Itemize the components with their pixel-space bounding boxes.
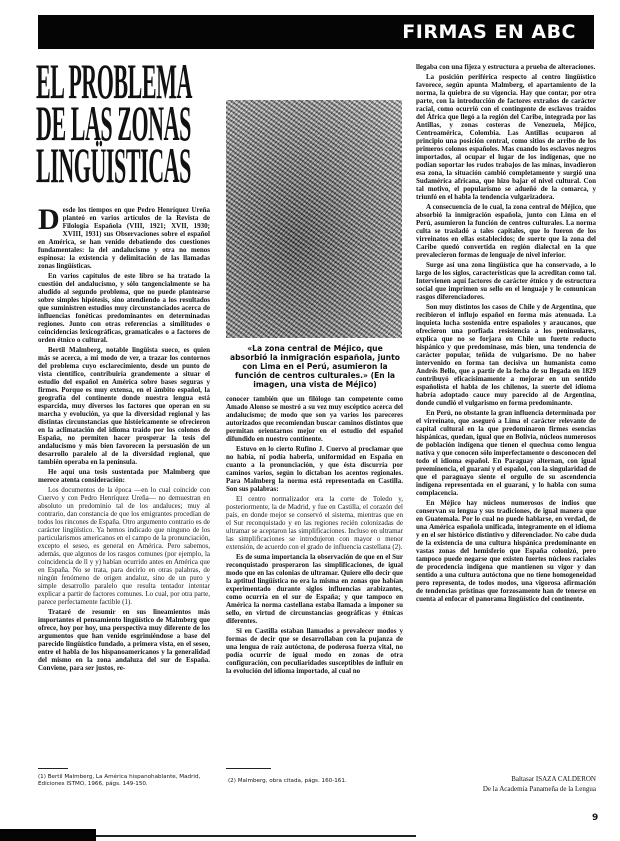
article-column-3 [416, 63, 596, 605]
footnote-rule [226, 768, 271, 769]
page-number: 9 [592, 813, 599, 823]
paragraph: En Perú, no obstante la gran influencia determinada por el virreinato, que aseguró a Lima el carácter relevante de capital cultural en la que predominaron firmes esencias hispánicas, quedan, igual que en Bolivia, núcleos numerosos de población indígena que tienen el quechua como lengua nativa y que conocen sólo imperfectamente o desconocen del todo el idioma español. En Paraguay alternan, con igual preeminencia, el guaraní y el español, con la singularidad de que el paraguayo siente el orgullo de su ascendencia indígena representada en el guaraní, y lo habla con suma complacencia. [416, 409, 596, 497]
quotation: El centro normalizador era la corte de Toledo y, posteriormente, la de Madrid, y fue en Castilla, el corazón del país, en donde mejor se conservó el sistema, mientras que en el Sur reconquistado y en las regiones recién colonizadas de ultramar se aceptaron las simplificaciones. Incluso en ultramar las simplificaciones se introdujeron con mayor o menor extensión, de acuerdo con el grado de influencia castellana (2). [226, 495, 403, 551]
paragraph: En Méjico hay núcleos numerosos de indios que conservan su lengua y sus tradiciones, de igual manera que en Guatemala. Por lo cual no puede hablarse, en verdad, de una América española unificada, integramente en el idioma y en el ser histórico distintivo y diferenciador. No cabe duda de la existencia de una cultura hispánica predominante en vastas zonas del hemisferio que España colonizó, pero tampoco puede negarse que existen fuertes núcleos raciales de procedencia indígena que mantienen su vigor y dan sentido a una cultura autóctona que no tiene homogeneidad pero representa, de todos modos, una vigorosa afirmación de tendencias prístinas que forzosamente han de tenerse en cuenta al enfocar el panorama lingüístico del continente. [416, 499, 596, 603]
author-affiliation: De la Academia Panameña de la Lengua [482, 785, 596, 793]
article-column-2 [226, 395, 403, 677]
paragraph: En varios capítulos de este libro se ha tratado la cuestión del andalucismo, y sólo tangencialmente se ha aludido al segundo problema, que no puede plantearse sobre simples hipótesis, sino atendiendo a los resultados que suministren estudios muy circunstanciados acerca de influencias fonéticas predominantes en determinadas regiones. Junto con otras referencias a similitudes o coincidencias lexicográficas, gramaticales o a factores de orden étnico o cultural. [38, 272, 210, 344]
bottom-bar [0, 829, 96, 841]
drop-cap: D [38, 203, 60, 236]
paragraph: llegaba con una fijeza y estructura a prueba de alteraciones. [416, 63, 596, 71]
footnote-rule [38, 768, 68, 769]
paragraph: Trataré de resumir en sus lineamientos más importantes el pensamiento lingüístico de Malmberg que ofrece, hoy por hoy, una perspectiva muy diferente de los argumentos que han venido esgrimiéndose a base del parecido lingüístico fundado, a primera vista, en el seseo, entre el habla de los hispanoamericanos y la generalidad del mismo en la zona andaluza del sur de España. Conviene, para ser justos, re- [38, 608, 210, 672]
headline-line: DE LAS ZONAS [36, 95, 191, 151]
headline-line: LINGÜISTICAS [36, 137, 191, 193]
bottom-rule [96, 835, 416, 837]
paragraph: Surge así una zona lingüística que ha conservado, a lo largo de los siglos, características que la acreditan como tal. Intervienen aquí factores de carácter étnico y de estructura social que imprimen su sello en el lenguaje y le comunican rasgos diferenciadores. [416, 261, 596, 301]
footnote-1: (1) Bertil Malmberg, La América hispanohablante, Madrid, Ediciones ISTMO, 1966, págs. 149-150. [38, 774, 201, 787]
paragraph: Bertil Malmberg, notable lingüista sueco, es quien más se acerca, a mi modo de ver, a trazar los contornos del problema cuyo esclarecimiento, desde un punto de vista científico, contribuiría grandemente a situar el estudio del español en América sobre bases seguras y firmes. Porque es muy extensa, en el ámbito español, la geografía del continente donde nuestra lengua está esparcida, muy diversos los factores que operan en su marcha y evolución, ya que la diversidad regional y las distintas circunstancias que históricamente se ofrecieron en la aclimatación del idioma traído por los colonos de España, no permiten hacer prosperar la tesis del andalucismo y más bien favorecen la persuasión de un desarrollo paralelo al de la diversidad regional, que también operaba en la península. [38, 346, 210, 466]
paragraph: Es de suma importancia la observación de que en el Sur reconquistado prosperaron las simplificaciones, de igual modo que en las colonias de ultramar. Quiere ello decir que la aptitud lingüística no era la misma en zonas que habían experimentado durante siglos influencias arabizantes, como ocurría en el sur de España; y que tampoco en América la norma castellana estaba llamada a imponer su sello, en virtud de circunstancias geográficas y étnicas diferentes. [226, 553, 403, 625]
quotation: Los documentos de la época —en lo cual coincide con Cuervo y con Pedro Henríquez Ureña— no demuestran en absoluto un predominio tal de los andaluces; muy al contrario, dan constancia de que los emigrantes procedían de todos los rincones de España. Otro argumento contrario es de carácter lingüístico. Ya hemos indicado que ninguno de los particularismos americanos en el campo de la pronunciación, excepto el seseo, es general en América. Pero sabemos, además, que algunos de los rasgos comunes (por ejemplo, la coincidencia de ll y y) habían ocurrido antes en América que en España. No se trata, para decirlo en otras palabras, de ningún fenómeno de origen andaluz, sino de un puro y simple desarrollo paralelo que resulta tentador intentar explicar a partir de factores comunes. Lo cual, por otra parte, parece perfectamente factible (1). [38, 486, 210, 606]
author-signature [416, 774, 596, 794]
photo-mexico-city [226, 100, 402, 338]
paragraph: A consecuencia de lo cual, la zona central de Méjico, que absorbió la inmigración española, junto con Lima en el Perú, asumieron la función de centros culturales. La norma culta se trasladó a tales capitales, que lo fueron de los virreinatos en ellas establecidos; de suerte que la zona del Caribe quedó convertida en región dialectal en la que prevalecieron formas de lenguaje de nivel inferior. [416, 203, 596, 259]
paragraph: Si en Castilla estaban llamados a prevalecer modos y formas de decir que se desarrollaban con la pujanza de una lengua de raíz autóctona, de poderosa fuerza vital, no podía ocurrir de igual modo en zonas de otra configuración, con peculiaridades susceptibles de influir en la evolución del idioma importado, al cual no [226, 627, 403, 675]
photo-caption: «La zona central de Méjico, que absorbió la inmigración española, junto con Lima en el Perú, asumieron la función de centros culturales.» (En la imagen, una vista de Méjico) [230, 344, 400, 389]
paragraph: He aquí una tesis sustentada por Malmberg que merece atenta consideración: [38, 468, 210, 484]
article-headline [36, 53, 212, 193]
paragraph: Estuvo en lo cierto Rufino J. Cuervo al proclamar que no había, ni podía haberla, uniformidad en España en cuanto a la pronunciación, y que ésta discurría por caminos varios, según lo dictaban los acentos regionales. Para Malmberg la norma está representada en Castilla. Son sus palabras: [226, 445, 403, 493]
paragraph: La posición periférica respecto al centro lingüístico favorece, según apunta Malmberg, el apartamiento de la norma, la quiebra de su vigencia. Hay que contar, por otra parte, con la introducción de factores extraños de carácter racial, como ocurrió con el contingente de esclavos traídos del África que llegó a la región del Caribe, integrada por las Antillas, y zonas costeras de Venezuela, Méjico, Centroamérica, Colombia. Las Antillas ocuparon al principio una posición central, como sitios de arribo de los primeros colonos españoles. Mas cuando los esclavos negros importados, al ocupar el lugar de los indígenas, que no podían soportar los rudos trabajos de las minas, invadieron esa zona, la situación cambió completamente y surgió una Sudamérica africana, que hizo bajar el nivel cultural. Con tal motivo, el popularismo se adueñó de la comarca, y triunfó en el habla la tendencia vulgarizadora. [416, 73, 596, 201]
paragraph: conocer también que un filólogo tan competente como Amado Alonso se mostró a su vez muy escéptico acerca del andalucismo; de modo que son ya varios los pareceres autorizados que recomiendan buscar caminos distintos que permitan orientarnos mejor en el estudio del español difundido en nuestro continente. [226, 395, 403, 443]
footnote-2: (2) Malmberg, obra citada, págs. 160-161. [228, 778, 347, 784]
paragraph [38, 203, 210, 270]
section-header-bar [38, 15, 594, 49]
author-name: Baltasar ISAZA CALDERON [511, 775, 596, 783]
paragraph-text: esde los tiempos en que Pedro Henríquez Ureña planteó en varios artículos de la Revista de Filología Española (VIII, 1921; XVII, 1930; XVIII, 1931) sus Observaciones sobre el español en América, se han venido debatiendo dos cuestiones fundamentales: la del andalucismo y otra no menos espinosa: la existencia y delimitación de las llamadas zonas lingüísticas. [38, 206, 210, 270]
headline-line: EL PROBLEMA [36, 53, 192, 109]
section-title: FIRMAS EN ABC [402, 21, 576, 43]
paragraph: Son muy distintos los casos de Chile y de Argentina, que recibieron el influjo español en forma más atenuada. La inquieta lucha sostenida entre españoles y araucanos, que ofrecieron una porfiada resistencia a los peninsulares, explica que no se forjara en Chile un fuerte reducto hispánico y que predominase, más bien, una tendencia de carácter popular, teñida de vulgarismo. De no haber intervenido en forma tan decisiva un humanista como Andrés Bello, que a partir de la fecha de su llegada en 1829 contribuyó eficacísimamente a mejorar en un sentido españolista el habla de los chilenos, la suerte del idioma habría adoptado cauce muy parecido al de Argentina, donde cundió el vulgarismo en forma predominante. [416, 303, 596, 407]
article-column-1 [38, 203, 210, 674]
